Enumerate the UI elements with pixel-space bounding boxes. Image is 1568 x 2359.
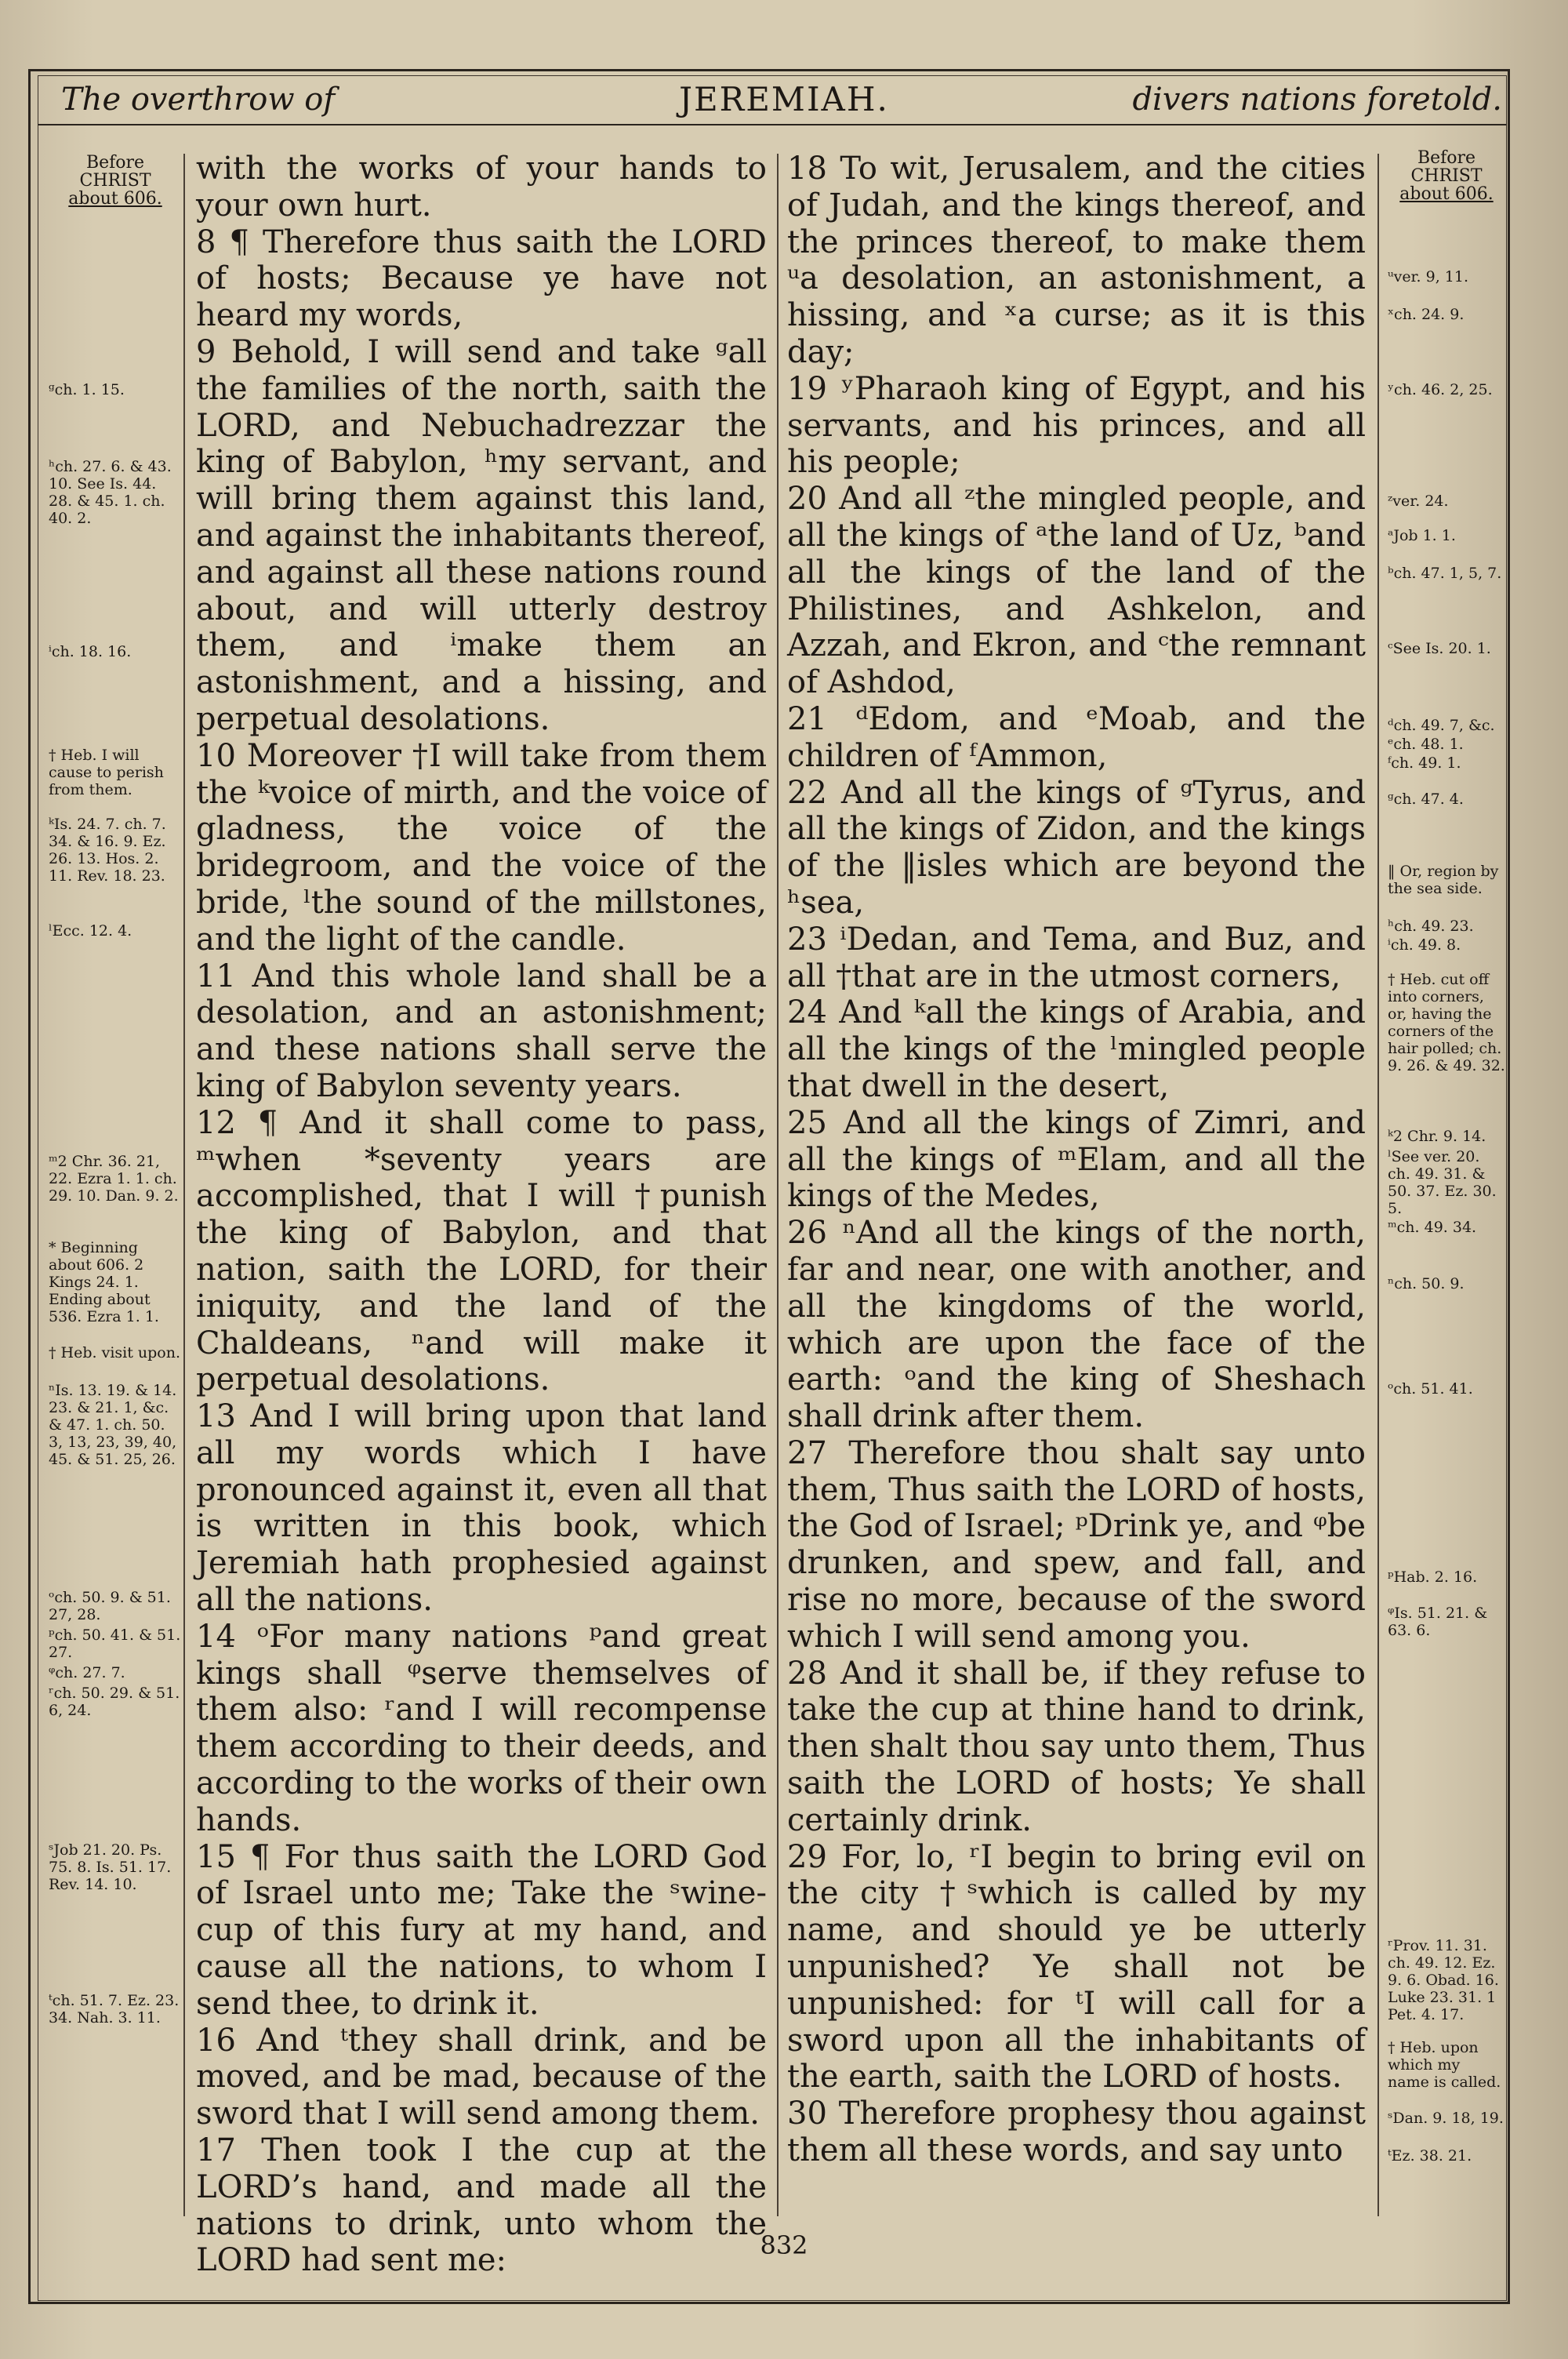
- right-margin-date-head: [1388, 149, 1505, 203]
- verse-paragraph: 28 And it shall be, if they refuse to take the cup at thine hand to drink, then shalt thou say unto them, Thus saith the LORD of hosts; Ye shall certainly drink.: [787, 1655, 1366, 1838]
- verse-paragraph: 9 Behold, I will send and take ᵍall the families of the north, saith the LORD, and Nebuchadrezzar the king of Babylon, ʰmy servant, and will bring them against this land, and against the inhabitants thereof, and against all these nations round about, and will utterly destroy them, and ⁱmake them an astonishment, and a hissing, and perpetual desolations.: [196, 333, 767, 737]
- margin-note: ᵉch. 48. 1.: [1388, 736, 1464, 753]
- margin-note: † Heb. upon which my name is called.: [1388, 2039, 1501, 2091]
- margin-note: ᵗEz. 38. 21.: [1388, 2147, 1472, 2165]
- margin-head-line: CHRIST: [79, 171, 151, 191]
- margin-head-line: about 606.: [68, 189, 162, 209]
- margin-note: † Heb. cut off into corners, or, having the corners of the hair polled; ch. 9. 26. & 49. 32.: [1388, 971, 1505, 1074]
- verse-paragraph: with the works of your hands to your own hurt.: [196, 151, 767, 224]
- verse-paragraph: 26 ⁿAnd all the kings of the north, far and near, one with another, and all the kingdoms of the world, which are upon the face of the earth: ᵒand the king of Sheshach shall drink after them.: [787, 1215, 1366, 1435]
- margin-head-line: about 606.: [1399, 184, 1494, 204]
- margin-note: * Beginning about 606. 2 Kings 24. 1. Ending about 536. Ezra 1. 1.: [49, 1239, 159, 1325]
- margin-note: ʸch. 46. 2, 25.: [1388, 381, 1493, 398]
- running-head-left: The overthrow of: [61, 82, 336, 118]
- margin-note: ᶜSee Is. 20. 1.: [1388, 640, 1491, 657]
- margin-head-line: Before: [1417, 148, 1476, 168]
- margin-note: ⁿch. 50. 9.: [1388, 1275, 1465, 1292]
- verse-paragraph: 23 ⁱDedan, and Tema, and Buz, and all †that are in the utmost corners,: [787, 921, 1366, 994]
- margin-note: ᵠch. 27. 7.: [49, 1664, 125, 1681]
- margin-note: ᵖHab. 2. 16.: [1388, 1568, 1478, 1586]
- verse-paragraph: 15 ¶ For thus saith the LORD God of Israel unto me; Take the ˢwine-cup of this fury at my hand, and cause all the nations, to whom I send thee, to drink it.: [196, 1838, 767, 2022]
- verse-paragraph: 21 ᵈEdom, and ᵉMoab, and the children of ᶠAmmon,: [787, 700, 1366, 774]
- margin-note: ˡSee ver. 20. ch. 49. 31. & 50. 37. Ez. 30. 5.: [1388, 1148, 1497, 1217]
- margin-note: ᵈch. 49. 7, &c.: [1388, 717, 1495, 734]
- verse-paragraph: 17 Then took I the cup at the LORD’s hand, and made all the nations to drink, unto whom the LORD had sent me:: [196, 2132, 767, 2279]
- margin-note: ᵏ2 Chr. 9. 14.: [1388, 1128, 1486, 1145]
- margin-note: ᵍch. 47. 4.: [1388, 791, 1464, 808]
- verse-paragraph: 14 ᵒFor many nations ᵖand great kings shall ᵠserve themselves of them also: ʳand I will recompense them according to their deeds, and according to the works of their own hands.: [196, 1618, 767, 1838]
- right-text-column: [787, 151, 1366, 2169]
- page-number: 832: [760, 2230, 808, 2260]
- left-margin-rule: [183, 154, 185, 2216]
- margin-note: ʳch. 50. 29. & 51. 6, 24.: [49, 1685, 180, 1719]
- verse-paragraph: 10 Moreover †I will take from them the ᵏvoice of mirth, and the voice of gladness, the voice of the bridegroom, and the voice of the bride, ˡthe sound of the millstones, and the light of the candle.: [196, 737, 767, 958]
- verse-paragraph: 30 Therefore prophesy thou against them all these words, and say unto: [787, 2095, 1366, 2169]
- verse-paragraph: 27 Therefore thou shalt say unto them, Thus saith the LORD of hosts, the God of Israel; ᵖDrink ye, and ᵠbe drunken, and spew, and fall, and rise no more, because of the sword which I will send among you.: [787, 1434, 1366, 1655]
- left-margin-date-head: [49, 154, 182, 208]
- margin-note: ᵘver. 9, 11.: [1388, 268, 1469, 285]
- margin-head-line: CHRIST: [1410, 166, 1483, 186]
- margin-note: ‖ Or, region by the sea side.: [1388, 863, 1499, 897]
- verse-paragraph: 18 To wit, Jerusalem, and the cities of Judah, and the kings thereof, and the princes thereof, to make them ᵘa desolation, an astonishment, a hissing, and ˣa curse; as it is this day;: [787, 151, 1366, 370]
- verse-paragraph: 22 And all the kings of ᵍTyrus, and all the kings of Zidon, and the kings of the ‖isles which are beyond the ʰsea,: [787, 774, 1366, 921]
- right-margin-rule: [1377, 154, 1379, 2216]
- margin-note: ᵗch. 51. 7. Ez. 23. 34. Nah. 3. 11.: [49, 1992, 180, 2026]
- margin-note: ᶠch. 49. 1.: [1388, 754, 1461, 772]
- margin-note: ᵍch. 1. 15.: [49, 381, 125, 398]
- center-column-rule: [777, 154, 779, 2216]
- margin-note: ˢDan. 9. 18, 19.: [1388, 2110, 1504, 2127]
- margin-note: † Heb. visit upon.: [49, 1344, 181, 1361]
- margin-note: ᶻver. 24.: [1388, 493, 1449, 510]
- verse-paragraph: 20 And all ᶻthe mingled people, and all the kings of ᵃthe land of Uz, ᵇand all the kings of the land of the Philistines, and Ashkelon, and Azzah, and Ekron, and ᶜthe remnant of Ashdod,: [787, 481, 1366, 701]
- verse-paragraph: 24 And ᵏall the kings of Arabia, and all the kings of the ˡmingled people that dwell in the desert,: [787, 994, 1366, 1104]
- margin-note: ⁱch. 18. 16.: [49, 643, 132, 660]
- verse-paragraph: 12 ¶ And it shall come to pass, ᵐwhen *seventy years are accomplished, that I will †punish the king of Babylon, and that nation, saith the LORD, for their iniquity, and the land of the Chaldeans, ⁿand will make it perpetual desolations.: [196, 1104, 767, 1398]
- running-head-right: divers nations foretold.: [1132, 82, 1502, 118]
- margin-note: ˣch. 24. 9.: [1388, 306, 1465, 323]
- verse-paragraph: 19 ʸPharaoh king of Egypt, and his servants, and his princes, and all his people;: [787, 370, 1366, 481]
- margin-note: ᵇch. 47. 1, 5, 7.: [1388, 565, 1502, 582]
- margin-head-line: Before: [85, 153, 145, 173]
- margin-note: ᵒch. 51. 41.: [1388, 1380, 1473, 1398]
- verse-paragraph: 11 And this whole land shall be a desolation, and an astonishment; and these nations shall serve the king of Babylon seventy years.: [196, 958, 767, 1104]
- left-text-column: [196, 151, 767, 2279]
- margin-note: ʰch. 27. 6. & 43. 10. See Is. 44. 28. & 45. 1. ch. 40. 2.: [49, 458, 172, 527]
- verse-paragraph: 29 For, lo, ʳI begin to bring evil on the city †ˢwhich is called by my name, and should ye be utterly unpunished? Ye shall not be unpunished: for ᵗI will call for a sword upon all the inhabitants of the earth, saith the LORD of hosts.: [787, 1838, 1366, 2095]
- verse-paragraph: 25 And all the kings of Zimri, and all the kings of ᵐElam, and all the kings of the Medes,: [787, 1104, 1366, 1215]
- margin-note: ʳProv. 11. 31. ch. 49. 12. Ez. 9. 6. Obad. 16. Luke 23. 31. 1 Pet. 4. 17.: [1388, 1937, 1499, 2023]
- running-head-rule: [38, 124, 1507, 125]
- verse-paragraph: 13 And I will bring upon that land all my words which I have pronounced against it, even all that is written in this book, which Jeremiah hath prophesied against all the nations.: [196, 1398, 767, 1619]
- margin-note: ⁱch. 49. 8.: [1388, 936, 1461, 954]
- verse-paragraph: 8 ¶ Therefore thus saith the LORD of hosts; Because ye have not heard my words,: [196, 224, 767, 334]
- running-head-book-title: JEREMIAH.: [679, 80, 889, 118]
- verse-paragraph: 16 And ᵗthey shall drink, and be moved, and be mad, because of the sword that I will send among them.: [196, 2022, 767, 2132]
- margin-note: ⁿIs. 13. 19. & 14. 23. & 21. 1, &c. & 47. 1. ch. 50. 3, 13, 23, 39, 40, 45. & 51. 25, 26.: [49, 1382, 177, 1468]
- margin-note: ᵖch. 50. 41. & 51. 27.: [49, 1627, 181, 1661]
- margin-note: ᵐ2 Chr. 36. 21, 22. Ezra 1. 1. ch. 29. 10. Dan. 9. 2.: [49, 1153, 179, 1205]
- margin-note: ˢJob 21. 20. Ps. 75. 8. Is. 51. 17. Rev. 14. 10.: [49, 1841, 172, 1893]
- margin-note: ʰch. 49. 23.: [1388, 918, 1474, 935]
- margin-note: ᵏIs. 24. 7. ch. 7. 34. & 16. 9. Ez. 26. 13. Hos. 2. 11. Rev. 18. 23.: [49, 816, 166, 885]
- margin-note: ᵃJob 1. 1.: [1388, 527, 1456, 544]
- margin-note: ˡEcc. 12. 4.: [49, 922, 132, 940]
- margin-note: ᵒch. 50. 9. & 51. 27, 28.: [49, 1589, 171, 1623]
- margin-note: † Heb. I will cause to perish from them.: [49, 747, 164, 798]
- margin-note: ᵐch. 49. 34.: [1388, 1219, 1477, 1236]
- margin-note: ᵠIs. 51. 21. & 63. 6.: [1388, 1605, 1488, 1639]
